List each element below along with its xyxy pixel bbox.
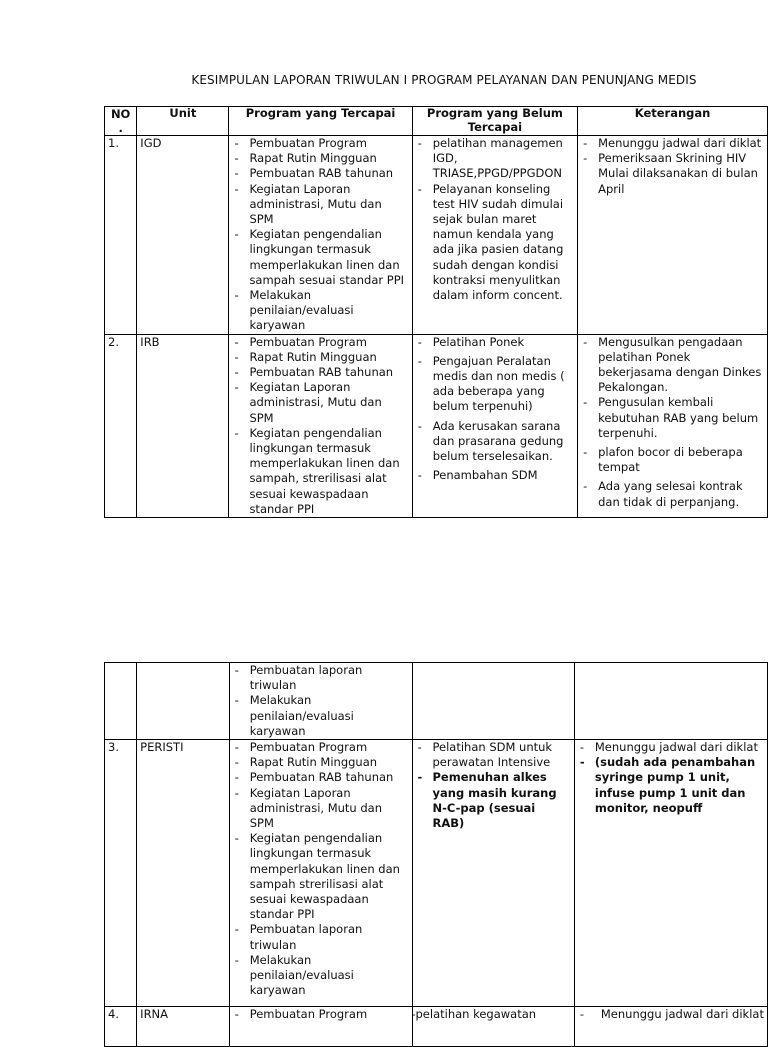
list-item: - Pengajuan Peralatan medis dan non medis ( ada beberapa yang belum terpenuhi) <box>416 354 574 415</box>
list-item: - Pemenuhan alkes yang masih kurang N-C-pap (sesuai RAB) <box>416 770 571 831</box>
row-program-belum-tercapai <box>412 136 577 335</box>
row-number: 1. <box>105 136 137 335</box>
list-item: - Rapat Rutin Mingguan <box>232 350 408 365</box>
row-keterangan <box>578 334 768 517</box>
header-program-belum-tercapai: Program yang Belum Tercapai <box>412 107 577 136</box>
list-item: - Penambahan SDM <box>416 468 574 483</box>
list-item: - Melakukan penilaian/evaluasi karyawan <box>233 953 409 999</box>
row-keterangan <box>574 663 767 740</box>
list-item: - Menunggu jadwal dari diklat <box>578 740 764 755</box>
table-row-irna <box>105 1007 768 1047</box>
list-item: - Kegiatan Laporan administrasi, Mutu dan SPM <box>232 182 408 228</box>
header-keterangan: Keterangan <box>578 107 768 136</box>
row-program-belum-tercapai <box>412 1007 574 1047</box>
list-item: - Mengusulkan pengadaan pelatihan Ponek bekerjasama dengan Dinkes Pekalongan. <box>581 335 764 396</box>
row-program-belum-tercapai <box>412 334 577 517</box>
list-item: - (sudah ada penambahan syringe pump 1 unit, infuse pump 1 unit dan monitor, neopuff <box>578 755 764 816</box>
list-item: - pelatihan kegawatan <box>412 1007 571 1022</box>
list-item: - Pembuatan Program <box>233 1007 409 1022</box>
row-keterangan <box>574 1007 767 1047</box>
list-item: - Kegiatan Laporan administrasi, Mutu dan SPM <box>233 786 409 832</box>
list-item: - Menunggu jadwal dari diklat <box>578 1007 764 1022</box>
row-number <box>105 663 137 740</box>
row-unit: IGD <box>137 136 229 335</box>
row-program-tercapai <box>229 334 412 517</box>
list-item: - Pelatihan Ponek <box>416 335 574 350</box>
table-row-irb <box>105 334 768 517</box>
list-item: - Melakukan penilaian/evaluasi karyawan <box>232 288 408 334</box>
list-item: - Pembuatan Program <box>232 136 408 151</box>
header-unit: Unit <box>137 107 229 136</box>
list-item: - Kegiatan pengendalian lingkungan termasuk memperlakukan linen dan sampah, strerilisasi alat sesuai kewaspadaan standar PPI <box>232 426 408 517</box>
list-item: - Melakukan penilaian/evaluasi karyawan <box>233 693 409 739</box>
list-item: - Pembuatan Program <box>232 335 408 350</box>
list-item: - Kegiatan Laporan administrasi, Mutu dan SPM <box>232 380 408 426</box>
header-no: NO . <box>105 107 137 136</box>
row-number: 3. <box>105 740 137 1007</box>
list-item: - Pembuatan RAB tahunan <box>232 166 408 181</box>
list-item: - plafon bocor di beberapa tempat <box>581 445 764 475</box>
list-item: - Ada kerusakan sarana dan prasarana gedung belum terselesaikan. <box>416 419 574 465</box>
table-row-continued <box>105 663 768 740</box>
row-unit: PERISTI <box>137 740 230 1007</box>
list-item: - Pembuatan RAB tahunan <box>233 770 409 785</box>
list-item: - Ada yang selesai kontrak dan tidak di perpanjang. <box>581 479 764 509</box>
row-program-belum-tercapai <box>412 740 574 1007</box>
row-program-tercapai <box>229 136 412 335</box>
list-item: - Pembuatan Program <box>233 740 409 755</box>
row-unit: IRB <box>137 334 229 517</box>
list-item: - Pelayanan konseling test HIV sudah dimulai sejak bulan maret namun kendala yang ada jika pasien datang sudah dengan kondisi kontraksi menyulitkan dalam inform concent. <box>416 182 574 304</box>
table-row-peristi <box>105 740 768 1007</box>
row-program-tercapai <box>229 663 412 740</box>
table-row-igd <box>105 136 768 335</box>
document-title: KESIMPULAN LAPORAN TRIWULAN I PROGRAM PELAYANAN DAN PENUNJANG MEDIS <box>191 73 697 87</box>
list-item: - Pembuatan RAB tahunan <box>232 365 408 380</box>
summary-table-part-2 <box>104 662 768 1047</box>
list-item: - Pembuatan laporan triwulan <box>233 663 409 693</box>
row-keterangan <box>578 136 768 335</box>
list-item: - Pemeriksaan Skrining HIV Mulai dilaksanakan di bulan April <box>581 151 764 197</box>
row-program-tercapai <box>229 1007 412 1047</box>
list-item: - Pelatihan SDM untuk perawatan Intensive <box>416 740 571 770</box>
row-program-belum-tercapai <box>412 663 574 740</box>
row-number: 4. <box>105 1007 137 1047</box>
row-unit: IRNA <box>137 1007 230 1047</box>
row-keterangan <box>574 740 767 1007</box>
list-item: - Rapat Rutin Mingguan <box>233 755 409 770</box>
row-unit <box>137 663 230 740</box>
list-item: - Kegiatan pengendalian lingkungan termasuk memperlakukan linen dan sampah strerilisasi alat sesuai kewaspadaan standar PPI <box>233 831 409 922</box>
table-header-row <box>105 107 768 136</box>
list-item: - Menunggu jadwal dari diklat <box>581 136 764 151</box>
list-item: - Rapat Rutin Mingguan <box>232 151 408 166</box>
row-program-tercapai <box>229 740 412 1007</box>
list-item: - pelatihan managemen IGD, TRIASE,PPGD/PPGDON <box>416 136 574 182</box>
row-number: 2. <box>105 334 137 517</box>
list-item: - Kegiatan pengendalian lingkungan termasuk memperlakukan linen dan sampah sesuai standar PPI <box>232 227 408 288</box>
header-program-tercapai: Program yang Tercapai <box>229 107 412 136</box>
list-item: - Pembuatan laporan triwulan <box>233 922 409 952</box>
list-item: - Pengusulan kembali kebutuhan RAB yang belum terpenuhi. <box>581 395 764 441</box>
summary-table-part-1 <box>104 106 768 518</box>
